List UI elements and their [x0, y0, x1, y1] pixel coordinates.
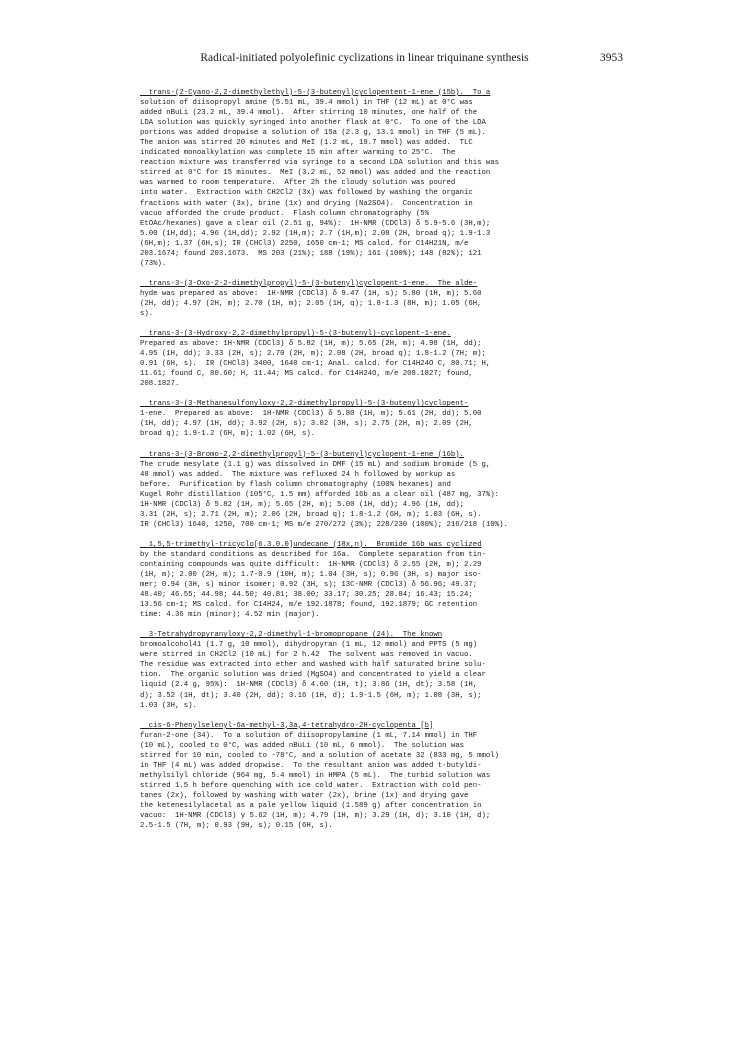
experimental-paragraph [140, 721, 640, 832]
text-line: hyde was prepared as above: 1H-NMR (CDCl3) δ 9.47 (1H, s); 5.80 (1H, m); 5.60 [140, 289, 482, 298]
text-line: EtOAc/hexanes) gave a clear oil (2.51 g, 94%): 1H-NMR (CDCl3) δ 5.9-5.6 (3H,m); [140, 219, 491, 228]
text-line: time: 4.36 min (minor); 4.52 min (major). [140, 611, 320, 620]
text-line: was warmed to room temperature. After 2h the cloudy solution was poured [140, 179, 456, 188]
text-line: 2.5-1.5 (7H, m); 0.93 (9H, s); 0.15 (6H, s). [140, 822, 333, 831]
compound-heading-line: trans-(2-Cyano-2,2-dimethylethyl)-5-(3-butenyl)cyclopentent-1-ene (15b). To a [140, 89, 491, 97]
page-header [0, 52, 729, 68]
text-line: 203.1674; found 203.1673. MS 203 (21%); 188 (19%); 161 (100%); 148 (82%); 121 [140, 249, 482, 258]
text-line: (1H, m); 2.00 (2H, m); 1.7-0.9 (10H, m); 1.04 (3H, s); 0.96 (3H, s) major iso- [140, 571, 482, 580]
text-line: 1H-NMR (CDCl3) δ 5.82 (1H, m); 5.65 (2H, m); 5.00 (1H, dd); 4.96 (1H, dd); [140, 500, 465, 509]
text-line: tanes (2x), followed by washing with water (2x), brine (1x) and drying gave [140, 791, 469, 800]
experimental-paragraph [140, 630, 640, 710]
text-line: Kugel Rohr distillation (105°C, 1.5 mm) afforded 16b as a clear oil (487 mg, 37%): [140, 490, 500, 499]
experimental-paragraph [140, 279, 640, 319]
text-line: The residue was extracted into ether and washed with half saturated brine solu- [140, 661, 486, 670]
compound-heading-line: trans-3-(3-Methanesulfonyloxy-2,2-dimethylpropyl)-5-(3-butenyl)cyclopent- [140, 400, 469, 409]
text-line: methylsilyl chloride (964 mg, 5.4 mmol) in HMPA (5 mL). The turbid solution was [140, 771, 491, 780]
text-line: vacuo: 1H-NMR (CDCl3) γ 5.62 (1H, m); 4.79 (1H, m); 3.29 (1H, d); 3.10 (1H, d); [140, 812, 491, 821]
text-line: in THF (4 mL) was added dropwise. To the resultant anion was added t-butyldi- [140, 761, 482, 770]
text-line: (2H, dd); 4.97 (2H, m); 2.70 (1H, m); 2.05 (1H, q); 1.8-1.3 (8H, m); 1.05 (6H, [140, 299, 482, 308]
text-line: 48 mmol) was added. The mixture was refluxed 24 h followed by workup as [140, 470, 456, 479]
text-line: stirred for 10 min, cooled to -78°C, and a solution of acetate 32 (833 mg, 5 mmol) [140, 751, 500, 760]
text-line: 48.40; 46.55; 44.98; 44.50; 40.81; 38.00; 33.17; 30.25; 28.84; 16.43; 15.24; [140, 591, 473, 600]
experimental-paragraph [140, 450, 640, 530]
text-line: (10 mL), cooled to 0°C, was added nBuLi (10 mL, 6 mmol). The solution was [140, 741, 465, 750]
text-line: by the standard conditions as described for 16a. Complete separation from tin- [140, 550, 486, 559]
text-line: stirred 1.5 h before quenching with ice cold water. Extraction with cold pen- [140, 781, 482, 790]
running-title: Radical-initiated polyolefinic cyclizations in linear triquinane synthesis [200, 52, 529, 64]
text-line: The crude mesylate (1.1 g) was dissolved in DMF (15 mL) and sodium bromide (5 g, [140, 460, 491, 469]
text-line: 3.31 (2H, s); 2.71 (2H, m); 2.06 (2H, broad q); 1.8-1.2 (6H, m); 1.03 (6H, s). [140, 510, 482, 519]
text-line: (73%). [140, 259, 167, 268]
compound-heading-line: 3-Tetrahydropyranyloxy-2,2-dimethyl-1-bromopropane (24). The known [140, 631, 443, 640]
experimental-paragraph [140, 329, 640, 389]
experimental-paragraph [140, 399, 640, 439]
text-line: into water. Extraction with CH2Cl2 (3x) was followed by washing the organic [140, 189, 473, 198]
text-line: The anion was stirred 20 minutes and MeI (1.2 mL, 19.7 mmol) was added. TLC [140, 139, 473, 148]
text-line: containing compounds was quite difficult: 1H-NMR (CDCl3) δ 2.55 (2H, m); 2.29 [140, 560, 482, 569]
text-line: mer; 0.94 (3H, s) minor isomer; 0.92 (3H, s); 13C-NMR (CDCl3) δ 56.96; 49.37; [140, 581, 478, 590]
text-line: vacuo afforded the crude product. Flash column chromatography (5% [140, 209, 430, 218]
text-line: 1.03 (3H, s). [140, 701, 197, 710]
experimental-paragraph [140, 540, 640, 620]
compound-heading-line: trans-3-(3-Oxo-2-2-dimethylpropyl)-5-(3-butenyl)cyclopent-1-ene. The alde- [140, 279, 478, 288]
text-line: stirred at 0°C for 15 minutes. MeI (3.2 mL, 52 mmol) was added and the reaction [140, 169, 491, 178]
text-line: portions was added dropwise a solution of 15a (2.3 g, 13.1 mmol) in THF (5 mL). [140, 129, 486, 138]
text-line: solution of diisopropyl amine (5.51 mL, 39.4 mmol) in THF (12 mL) at 0°C was [140, 99, 473, 108]
text-line: fractions with water (3x), brine (1x) and drying (Na2SO4). Concentration in [140, 199, 473, 208]
page-number: 3953 [600, 52, 623, 64]
text-line: liquid (2.4 g, 95%): 1H-NMR (CDCl3) δ 4.60 (1H, t); 3.86 (1H, dt); 3.58 (1H, [140, 681, 478, 690]
text-line: 13.56 cm-1; MS calcd. for C14H24, m/e 192.1878; found, 192.1879; GC retention [140, 601, 478, 610]
compound-heading-line: cis-6-Phenylselenyl-6a-methyl-3,3a,4-tetrahydro-2H-cyclopenta [b] [140, 721, 434, 730]
text-line: LDA solution was quickly syringed into another flask at 0°C. To one of the LDA [140, 119, 486, 128]
text-line: broad q); 1.9-1.2 (6H, m); 1.02 (6H, s). [140, 430, 316, 439]
text-line: added nBuLi (23.2 mL, 39.4 mmol). After stirring 10 minutes, one half of the [140, 109, 478, 118]
text-line: (1H, dd); 4.97 (1H, dd); 3.92 (2H, s); 3.02 (3H, s); 2.75 (2H, m); 2.09 (2H, [140, 420, 473, 429]
text-line: d); 3.52 (1H, dt); 3.40 (2H, dd); 3.16 (1H, d); 1.9-1.5 (6H, m); 1.08 (3H, s); [140, 691, 482, 700]
text-line: reaction mixture was transferred via syringe to a second LDA solution and this was [140, 159, 500, 168]
text-line: 0.91 (6H, s). IR (CHCl3) 3400, 1640 cm-1; Anal. calcd. for C14H24O C, 80.71; H, [140, 360, 491, 369]
text-line: furan-2-one (34). To a solution of diisopropylamine (1 mL, 7.14 mmol) in THF [140, 731, 478, 740]
compound-heading-line: trans-3-(3-Bromo-2,2-dimethylpropyl)-5-(3-butenyl)cyclopent-1-ene (16b). [140, 450, 465, 459]
text-line: 208.1827. [140, 380, 180, 389]
text-line: IR (CHCl3) 1640, 1250, 700 cm-1; MS m/e 270/272 (3%); 228/230 (100%); 216/218 (10%). [140, 520, 508, 529]
text-line: the ketenesilylacetal as a pale yellow liquid (1.589 g) after concentration in [140, 802, 482, 810]
text-line: 1-ene. Prepared as above: 1H-NMR (CDCl3) δ 5.80 (1H, m); 5.61 (2H, dd); 5.00 [140, 410, 482, 419]
experimental-paragraph [140, 88, 640, 269]
text-line: before. Purification by flash column chromatography (100% hexanes) and [140, 480, 451, 489]
text-line: 11.61; found C, 80.60; H, 11.44; MS calcd. for C14H24O, m/e 208.1827; found, [140, 370, 473, 379]
text-line: s). [140, 309, 154, 318]
text-line: 4.95 (1H, dd); 3.33 (2H, s); 2.70 (2H, m); 2.08 (2H, broad q); 1.8-1.2 (7H; m); [140, 350, 486, 359]
compound-heading-line: trans-3-(3-Hydroxy-2,2-dimethylpropyl)-5-(3-butenyl)-cyclopent-1-ene. [140, 330, 451, 339]
text-line: (6H,m); 1.37 (6H,s); IR (CHCl3) 2250, 1650 cm-1; MS calcd. for C14H21N, m/e [140, 239, 469, 248]
text-line: were stirred in CH2Cl2 (10 mL) for 2 h.42 The solvent was removed in vacuo. [140, 651, 473, 660]
text-line: Prepared as above: 1H-NMR (CDCl3) δ 5.82 (1H, m); 5.65 (2H, m); 4.98 (1H, dd); [140, 340, 482, 349]
text-line: 5.00 (1H,dd); 4.96 (1H,dd); 2.92 (1H,m); 2.7 (1H,m); 2.08 (2H, broad q); 1.9-1.3 [140, 229, 491, 238]
article-body [140, 88, 640, 831]
text-line: indicated monoalkylation was complete 15 min after warming to 25°C. The [140, 149, 456, 158]
compound-heading-line: 1,5,5-trimethyl-tricyclo[6.3.0.0]undecane (18x,n). Bromide 16b was cyclized [140, 540, 482, 549]
text-line: bromoalcohol41 (1.7 g, 10 mmol), dihydropyran (1 mL, 12 mmol) and PPTS (5 mg) [140, 641, 478, 650]
text-line: tion. The organic solution was dried (MgSO4) and concentrated to yield a clear [140, 671, 486, 680]
